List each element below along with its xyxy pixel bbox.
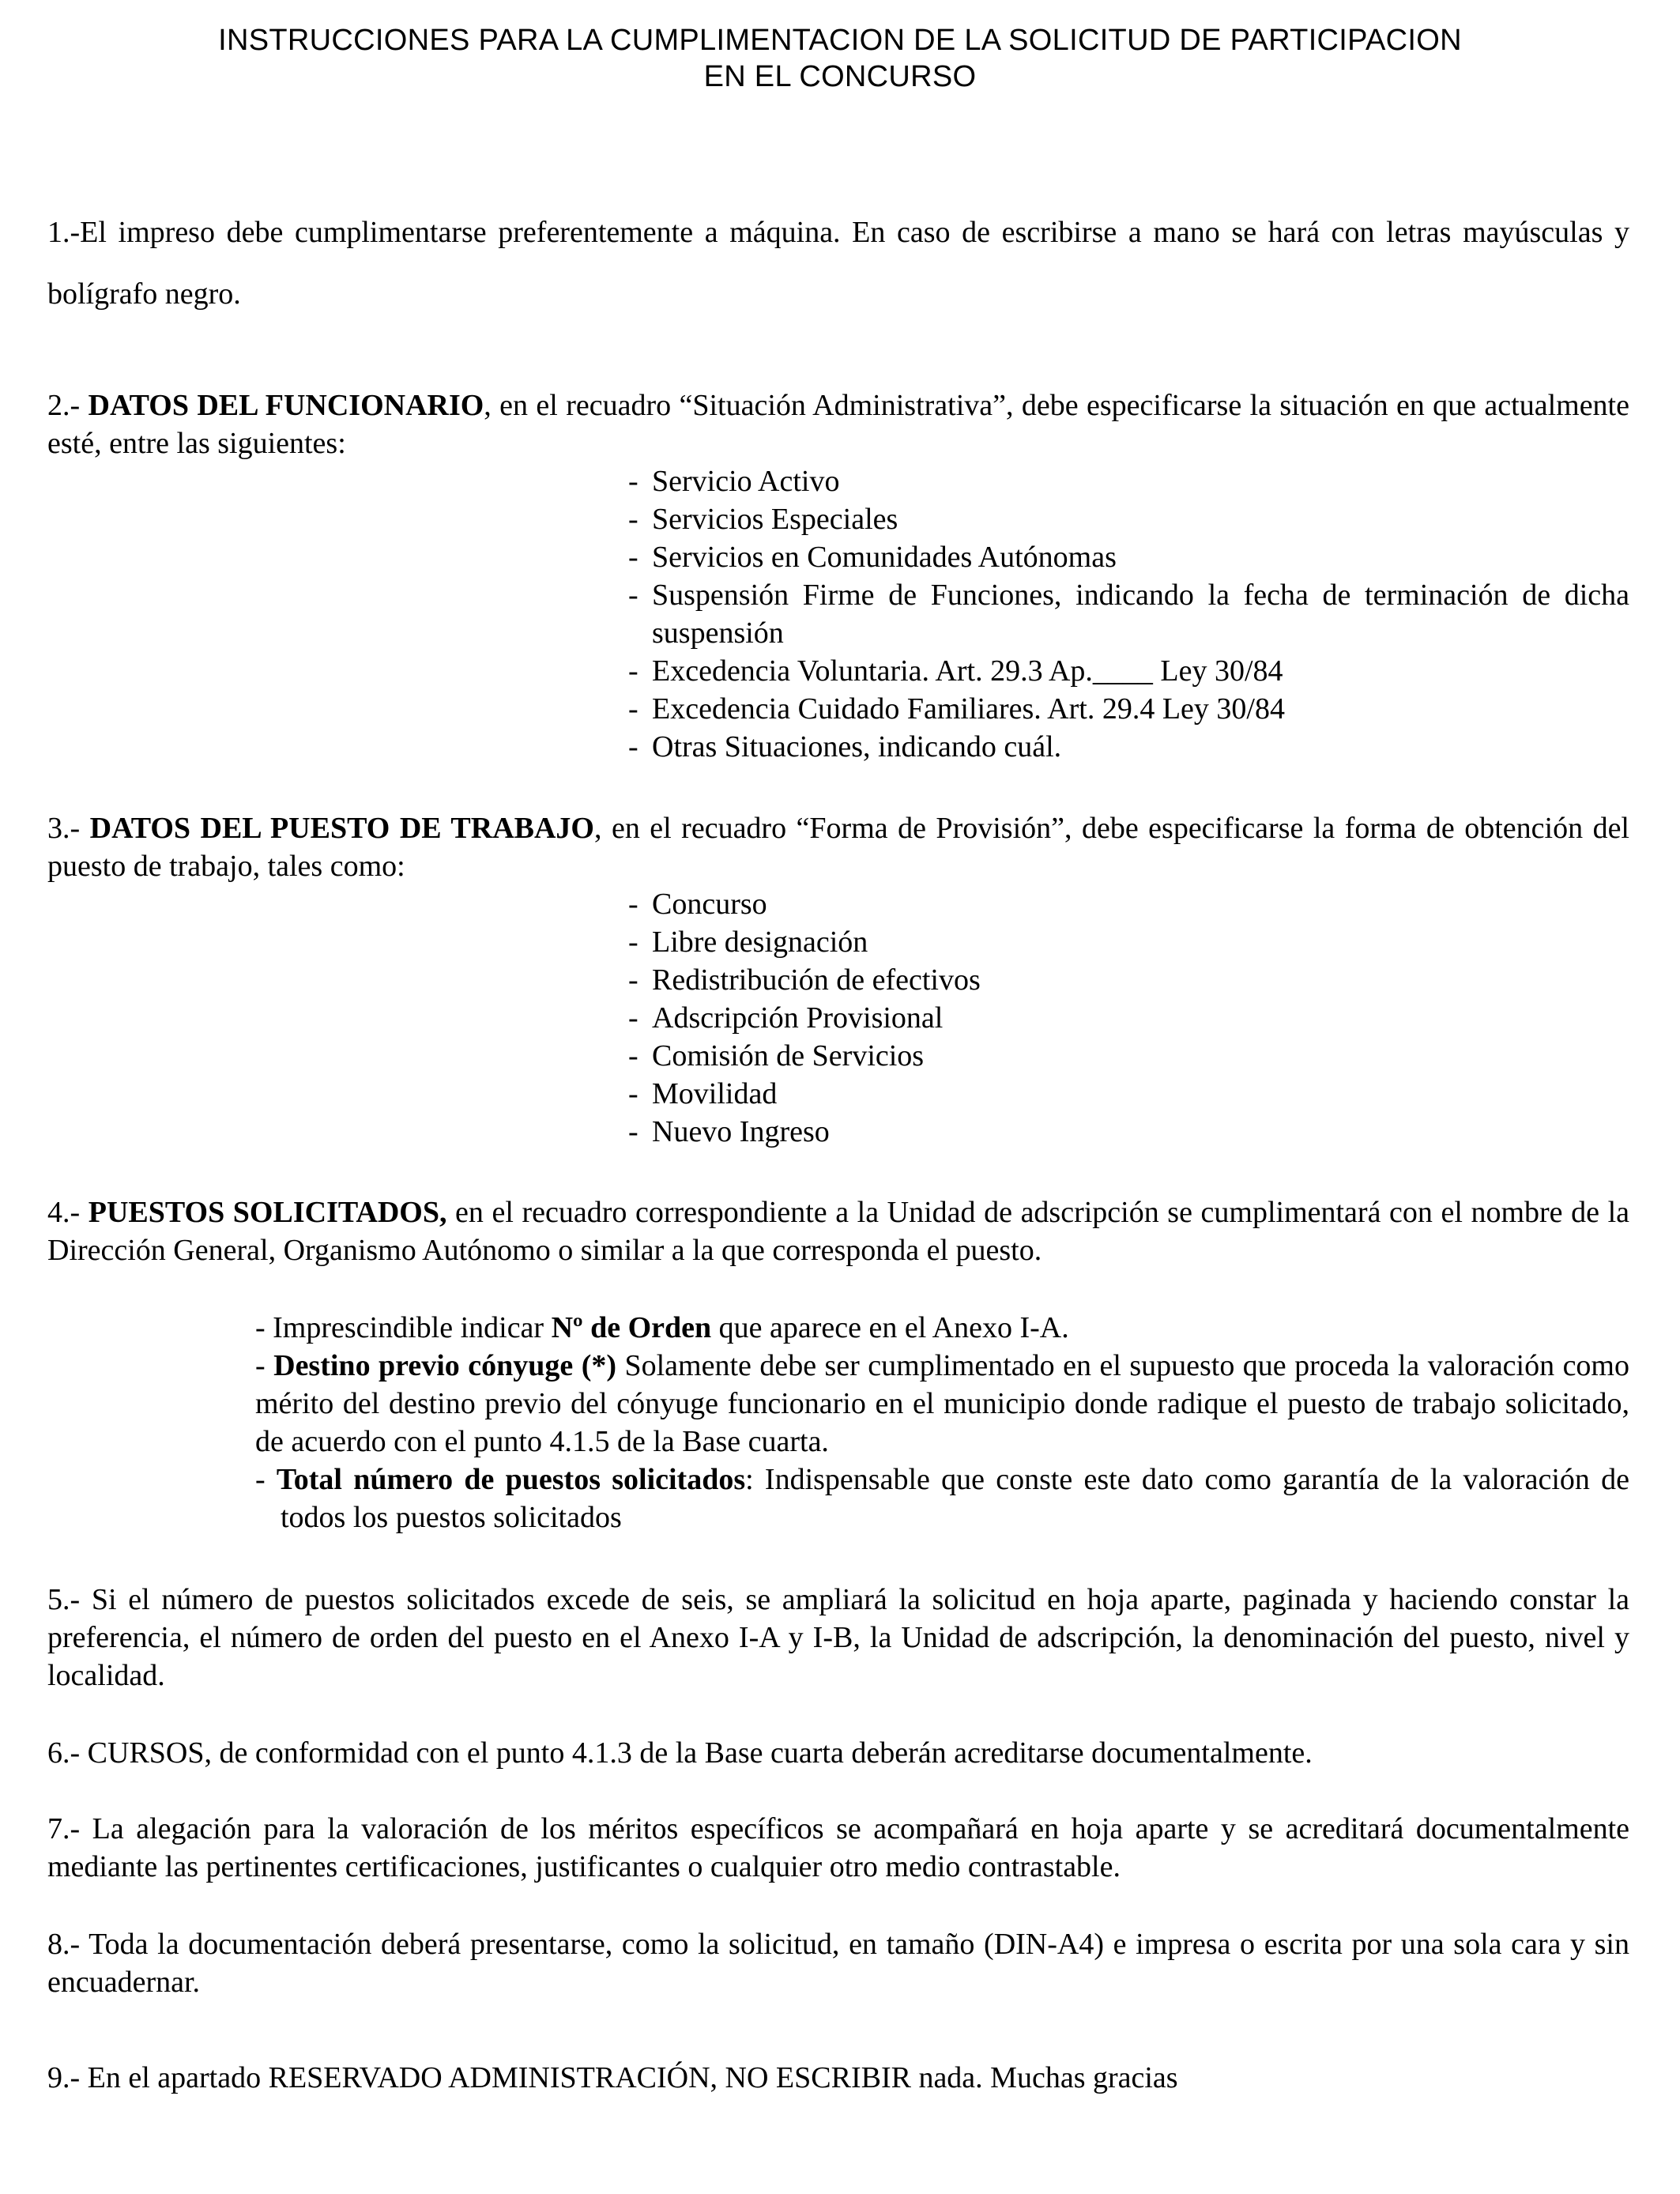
instruction-7: 7.- La alegación para la valoración de los méritos específicos se acompañará en hoja aparte y se acreditará documentalmente mediante las pertinentes certificaciones, justificantes o cualquier otro medio contrastable. [47,1812,1629,1883]
list-item: - Suspensión Firme de Funciones, indicando la fecha de terminación de dicha suspensión [628,579,1629,650]
instruction-4-number: 4.- [47,1196,89,1229]
instruction-9: 9.- En el apartado RESERVADO ADMINISTRACIÓN, NO ESCRIBIR nada. Muchas gracias [47,2061,1178,2094]
list-item: - Redistribución de efectivos [628,963,981,997]
list-item: - Otras Situaciones, indicando cuál. [628,730,1062,763]
list-item: - Excedencia Cuidado Familiares. Art. 29.4 Ley 30/84 [628,692,1285,726]
instruction-2 [47,386,1629,462]
instruction-6: 6.- CURSOS, de conformidad con el punto 4.1.3 de la Base cuarta deberán acreditarse documentalmente. [47,1736,1313,1770]
puestos-notes [255,1309,1629,1536]
title-line-2: EN EL CONCURSO [703,60,977,93]
instruction-3-number: 3.- [47,812,90,845]
instruction-2-number: 2.- [47,389,89,422]
title-line-1: INSTRUCCIONES PARA LA CUMPLIMENTACION DE LA SOLICITUD DE PARTICIPACION [218,24,1462,57]
list-item: - Comisión de Servicios [628,1039,925,1072]
document-title [79,22,1601,95]
instruction-4 [47,1193,1629,1269]
instruction-3 [47,809,1629,885]
forma-provision-list [628,885,1629,1151]
instruction-1: 1.-El impreso debe cumplimentarse preferentemente a máquina. En caso de escribirse a mano se hará con letras mayúsculas y bolígrafo negro. [47,216,1629,311]
instruction-4-heading: PUESTOS SOLICITADOS, [88,1196,447,1229]
list-item: - Servicios Especiales [628,503,898,536]
note-orden: - Imprescindible indicar Nº de Orden que aparece en el Anexo I-A. [255,1311,1069,1344]
list-item: - Movilidad [628,1077,778,1110]
list-item: - Excedencia Voluntaria. Art. 29.3 Ap.____ Ley 30/84 [628,654,1283,688]
note-destino-conyuge: - Destino previo cónyuge (*) Solamente debe ser cumplimentado en el supuesto que proceda la valoración como mérito del destino previo del cónyuge funcionario en el municipio donde radique el puesto de trabajo solicitado, de acuerdo con el punto 4.1.5 de la Base cuarta. [255,1349,1629,1458]
instruction-2-text: , en el recuadro “Situación Administrativa”, debe especificarse la situación en que actualmente esté, entre las siguientes: [47,389,1629,460]
situaciones-list [628,462,1629,766]
instruction-3-heading: DATOS DEL PUESTO DE TRABAJO [89,812,594,845]
instruction-4-text: en el recuadro correspondiente a la Unidad de adscripción se cumplimentará con el nombre de la Dirección General, Organismo Autónomo o similar a la que corresponda el puesto. [47,1196,1629,1267]
instruction-3-text: , en el recuadro “Forma de Provisión”, debe especificarse la forma de obtención del puesto de trabajo, tales como: [47,812,1629,883]
list-item: - Servicio Activo [628,465,840,498]
list-item: - Nuevo Ingreso [628,1115,830,1148]
list-item: - Servicios en Comunidades Autónomas [628,541,1117,574]
list-item: - Adscripción Provisional [628,1001,944,1035]
note-total-puestos: - Total número de puestos solicitados: Indispensable que conste este dato como garantía de la valoración de todos los puestos solicitados [255,1463,1629,1534]
instruction-2-heading: DATOS DEL FUNCIONARIO [88,389,484,422]
instruction-8: 8.- Toda la documentación deberá presentarse, como la solicitud, en tamaño (DIN-A4) e impresa o escrita por una sola cara y sin encuadernar. [47,1928,1629,1999]
list-item: - Libre designación [628,925,868,959]
list-item: - Concurso [628,888,767,921]
instruction-5: 5.- Si el número de puestos solicitados excede de seis, se ampliará la solicitud en hoja aparte, paginada y haciendo constar la preferencia, el número de orden del puesto en el Anexo I-A y I-B, la Unidad de adscripción, la denominación del puesto, nivel y localidad. [47,1583,1629,1692]
